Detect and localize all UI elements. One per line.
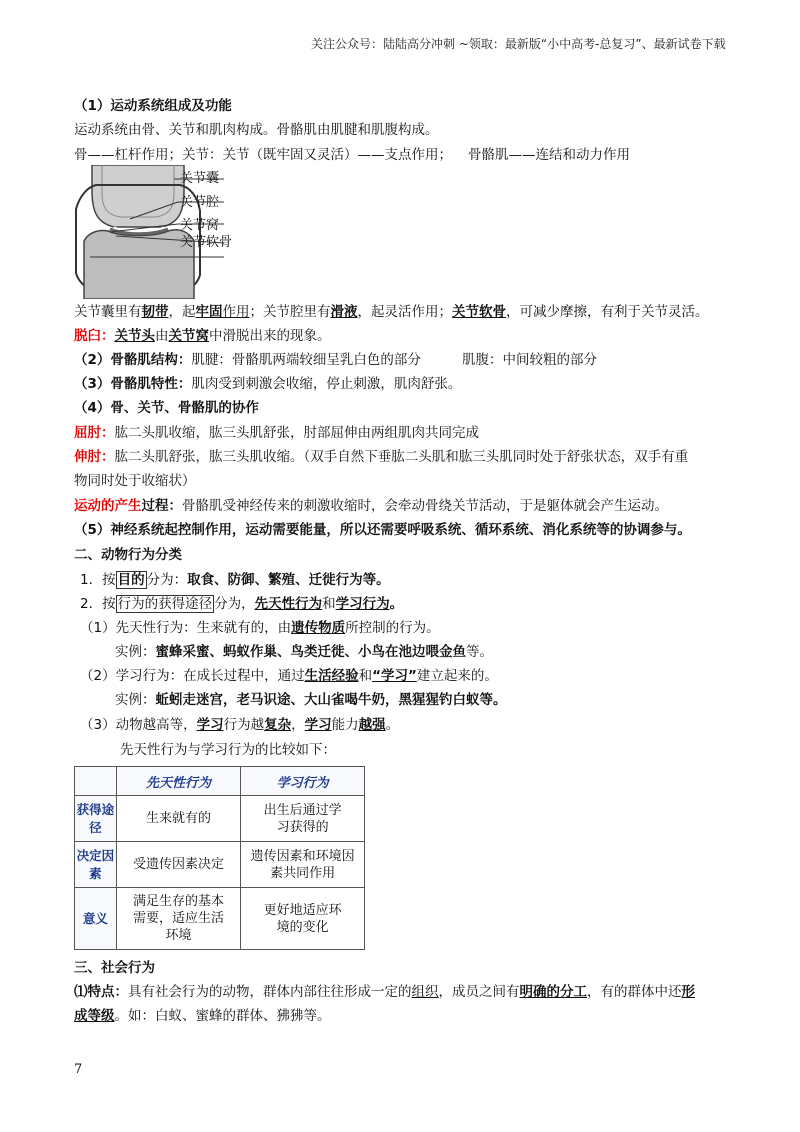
text-seg: 骨骼肌受神经传来的刺激收缩时，会牵动骨绕关节活动，于是躯体就会产生运动。 — [182, 498, 668, 514]
keyword: 牢固 — [195, 304, 223, 320]
red-term: 脱臼： — [74, 328, 115, 344]
label-joint-capsule: 关节囊 — [180, 171, 220, 186]
keyword: 关节软骨 — [452, 304, 506, 320]
text-seg: 肱二头肌收缩，肱三头肌舒张，肘部屈伸由两组肌肉共同完成 — [114, 425, 479, 441]
text-seg: 具有社会行为的动物，群体内部往往形成一定的 — [128, 984, 412, 1000]
keyword: 韧带 — [141, 304, 169, 320]
text-line — [80, 666, 498, 686]
keyword: 学习行为 — [335, 596, 390, 612]
text-line — [115, 642, 493, 662]
text-seg: ，起 — [168, 304, 196, 320]
section-3-title: 三、社会行为 — [74, 960, 155, 976]
keyword: 行为的获得途径 — [117, 596, 213, 612]
text-seg: ；关节腔里有 — [249, 304, 331, 320]
text-line — [74, 496, 668, 516]
keyword: 越强 — [358, 717, 386, 733]
text-seg: 。如：白蚁、蜜蜂的群体、狒狒等。 — [114, 1008, 331, 1024]
text-seg: 1．按 — [80, 572, 116, 588]
text-seg: 分为： — [146, 572, 188, 588]
table-row — [75, 842, 365, 888]
text-line — [74, 1006, 331, 1026]
section-2-title: 二、动物行为分类 — [74, 547, 182, 563]
text-seg: 肌腱：骨骼肌两端较细呈乳白色的部分 — [191, 352, 421, 368]
text-seg: 能力 — [331, 717, 359, 733]
row-header: 获得途径 — [75, 796, 117, 842]
text-seg: 作用 — [222, 304, 250, 320]
keyword: 学习 — [196, 717, 224, 733]
text-line: 骨骼肌——连结和动力作用 — [468, 147, 630, 163]
table-row — [75, 888, 365, 950]
text-line: 肌腹：中间较粗的部分 — [462, 352, 597, 368]
keyword: 取食、防御、繁殖、迁徙行为等。 — [187, 572, 390, 588]
keyword: 明确的分工 — [519, 984, 587, 1000]
text-seg: 由 — [155, 328, 169, 344]
label-joint-cavity: 关节腔 — [180, 195, 220, 210]
label-joint-socket: 关节窝 — [180, 218, 220, 233]
text-line — [80, 715, 399, 735]
keyword: 形 — [681, 984, 695, 1000]
text-seg: 。 — [385, 717, 400, 733]
row-header: 意义 — [75, 888, 117, 950]
section-1-title: （1）运动系统组成及功能 — [74, 98, 232, 114]
table-cell: 更好地适应环境的变化 — [241, 888, 365, 950]
text-line — [74, 350, 421, 370]
table-header: 先天性行为 — [116, 767, 241, 796]
keyword: 生活经验 — [304, 668, 359, 684]
text-seg: 肌肉受到刺激会收缩，停止刺激，肌肉舒张。 — [191, 376, 462, 392]
subheading: （2）骨骼肌结构： — [74, 352, 192, 368]
text-seg: ，成员之间有 — [438, 984, 520, 1000]
joint-diagram — [70, 165, 276, 299]
keyword: 成等级 — [74, 1008, 115, 1024]
text-seg: 建立起来的。 — [416, 668, 498, 684]
red-term: 屈肘： — [74, 425, 115, 441]
keyword: 学习 — [304, 717, 332, 733]
label-articular-cartilage: 关节软骨 — [180, 235, 233, 250]
text-line — [80, 618, 440, 638]
table-cell: 受遗传因素决定 — [116, 842, 241, 888]
table-cell: 生来就有的 — [116, 796, 241, 842]
text-seg: 等。 — [466, 644, 493, 660]
table-header: 学习行为 — [241, 767, 365, 796]
subheading: （3）骨骼肌特性： — [74, 376, 192, 392]
comparison-table — [74, 766, 365, 950]
text-seg: 中滑脱出来的现象。 — [209, 328, 331, 344]
text-line — [74, 302, 709, 322]
text-line — [80, 570, 390, 590]
text-line: （5）神经系统起控制作用，运动需要能量，所以还需要呼吸系统、循环系统、消化系统等的协调参与。 — [74, 522, 691, 538]
table-cell: 满足生存的基本需要，适应生活环境 — [116, 888, 241, 950]
keyword: 蜜蜂采蜜、蚂蚁作巢、鸟类迁徙、小鸟在池边喂金鱼 — [155, 644, 466, 660]
text-line — [74, 982, 695, 1002]
text-seg: 关节囊里有 — [74, 304, 142, 320]
table-header-row — [75, 767, 365, 796]
text-line: 运动系统由骨、关节和肌肉构成。骨骼肌由肌腱和肌腹构成。 — [74, 122, 439, 138]
keyword: 关节头 — [114, 328, 155, 344]
text-seg: 行为越 — [223, 717, 265, 733]
table-cell: 出生后通过学习获得的 — [241, 796, 365, 842]
text-seg: 过程： — [141, 498, 182, 514]
text-line: 先天性行为与学习行为的比较如下： — [120, 742, 336, 758]
subheading: （4）骨、关节、骨骼肌的协作 — [74, 400, 259, 416]
text-line: 物同时处于收缩状） — [74, 473, 196, 489]
text-seg: 关节（既牢固又灵活）——支点作用； — [222, 147, 452, 163]
subheading: ⑴特点： — [74, 984, 128, 1000]
text-seg: 2．按 — [80, 596, 116, 612]
page-header: 关注公众号：陆陆高分冲刺 ~领取：最新版“小中高考-总复习”、最新试卷下载 — [311, 37, 726, 51]
text-seg: ， — [291, 717, 305, 733]
text-seg: （1）先天性行为：生来就有的，由 — [80, 620, 292, 636]
text-seg: 实例： — [115, 692, 156, 708]
keyword: 目的 — [117, 572, 145, 588]
table-corner — [75, 767, 117, 796]
keyword: 组织 — [411, 984, 439, 1000]
table-row — [75, 796, 365, 842]
keyword: 滑液 — [330, 304, 358, 320]
text-line — [80, 594, 403, 614]
red-term: 伸肘： — [74, 449, 115, 465]
keyword: “学习” — [372, 668, 417, 684]
text-seg: 实例： — [115, 644, 156, 660]
text-seg: ，起灵活作用； — [357, 304, 452, 320]
table-cell: 遗传因素和环境因素共同作用 — [241, 842, 365, 888]
text-seg: 和 — [358, 668, 373, 684]
text-seg: 骨——杠杆作用；关节： — [74, 147, 223, 163]
keyword: 复杂 — [264, 717, 292, 733]
knee-joint-image — [70, 165, 276, 299]
text-seg: 分为， — [214, 596, 255, 612]
text-seg: ，有的群体中还 — [587, 984, 682, 1000]
keyword: 遗传物质 — [291, 620, 346, 636]
text-line — [74, 326, 331, 346]
row-header: 决定因素 — [75, 842, 117, 888]
text-seg: ，可减少摩擦，有利于关节灵活。 — [506, 304, 709, 320]
keyword: 蚯蚓走迷宫，老马识途、大山雀喝牛奶，黑猩猩钓白蚁等。 — [155, 692, 507, 708]
keyword: 关节窝 — [168, 328, 209, 344]
text-line — [74, 447, 688, 467]
red-term: 运动的产生 — [74, 498, 142, 514]
text-line — [74, 145, 452, 165]
page-number: 7 — [74, 1062, 83, 1077]
text-seg: 。 — [389, 596, 404, 612]
text-seg: （2）学习行为：在成长过程中，通过 — [80, 668, 305, 684]
text-seg: 肱二头肌舒张，肱三头肌收缩。（双手自然下垂肱二头肌和肱三头肌同时处于舒张状态，双手有重 — [114, 449, 689, 465]
text-seg: （3）动物越高等， — [80, 717, 197, 733]
text-seg: 和 — [322, 596, 336, 612]
keyword: 先天性行为 — [254, 596, 323, 612]
text-line — [74, 374, 461, 394]
text-seg: 所控制的行为。 — [345, 620, 440, 636]
text-line — [115, 690, 507, 710]
text-line — [74, 423, 479, 443]
